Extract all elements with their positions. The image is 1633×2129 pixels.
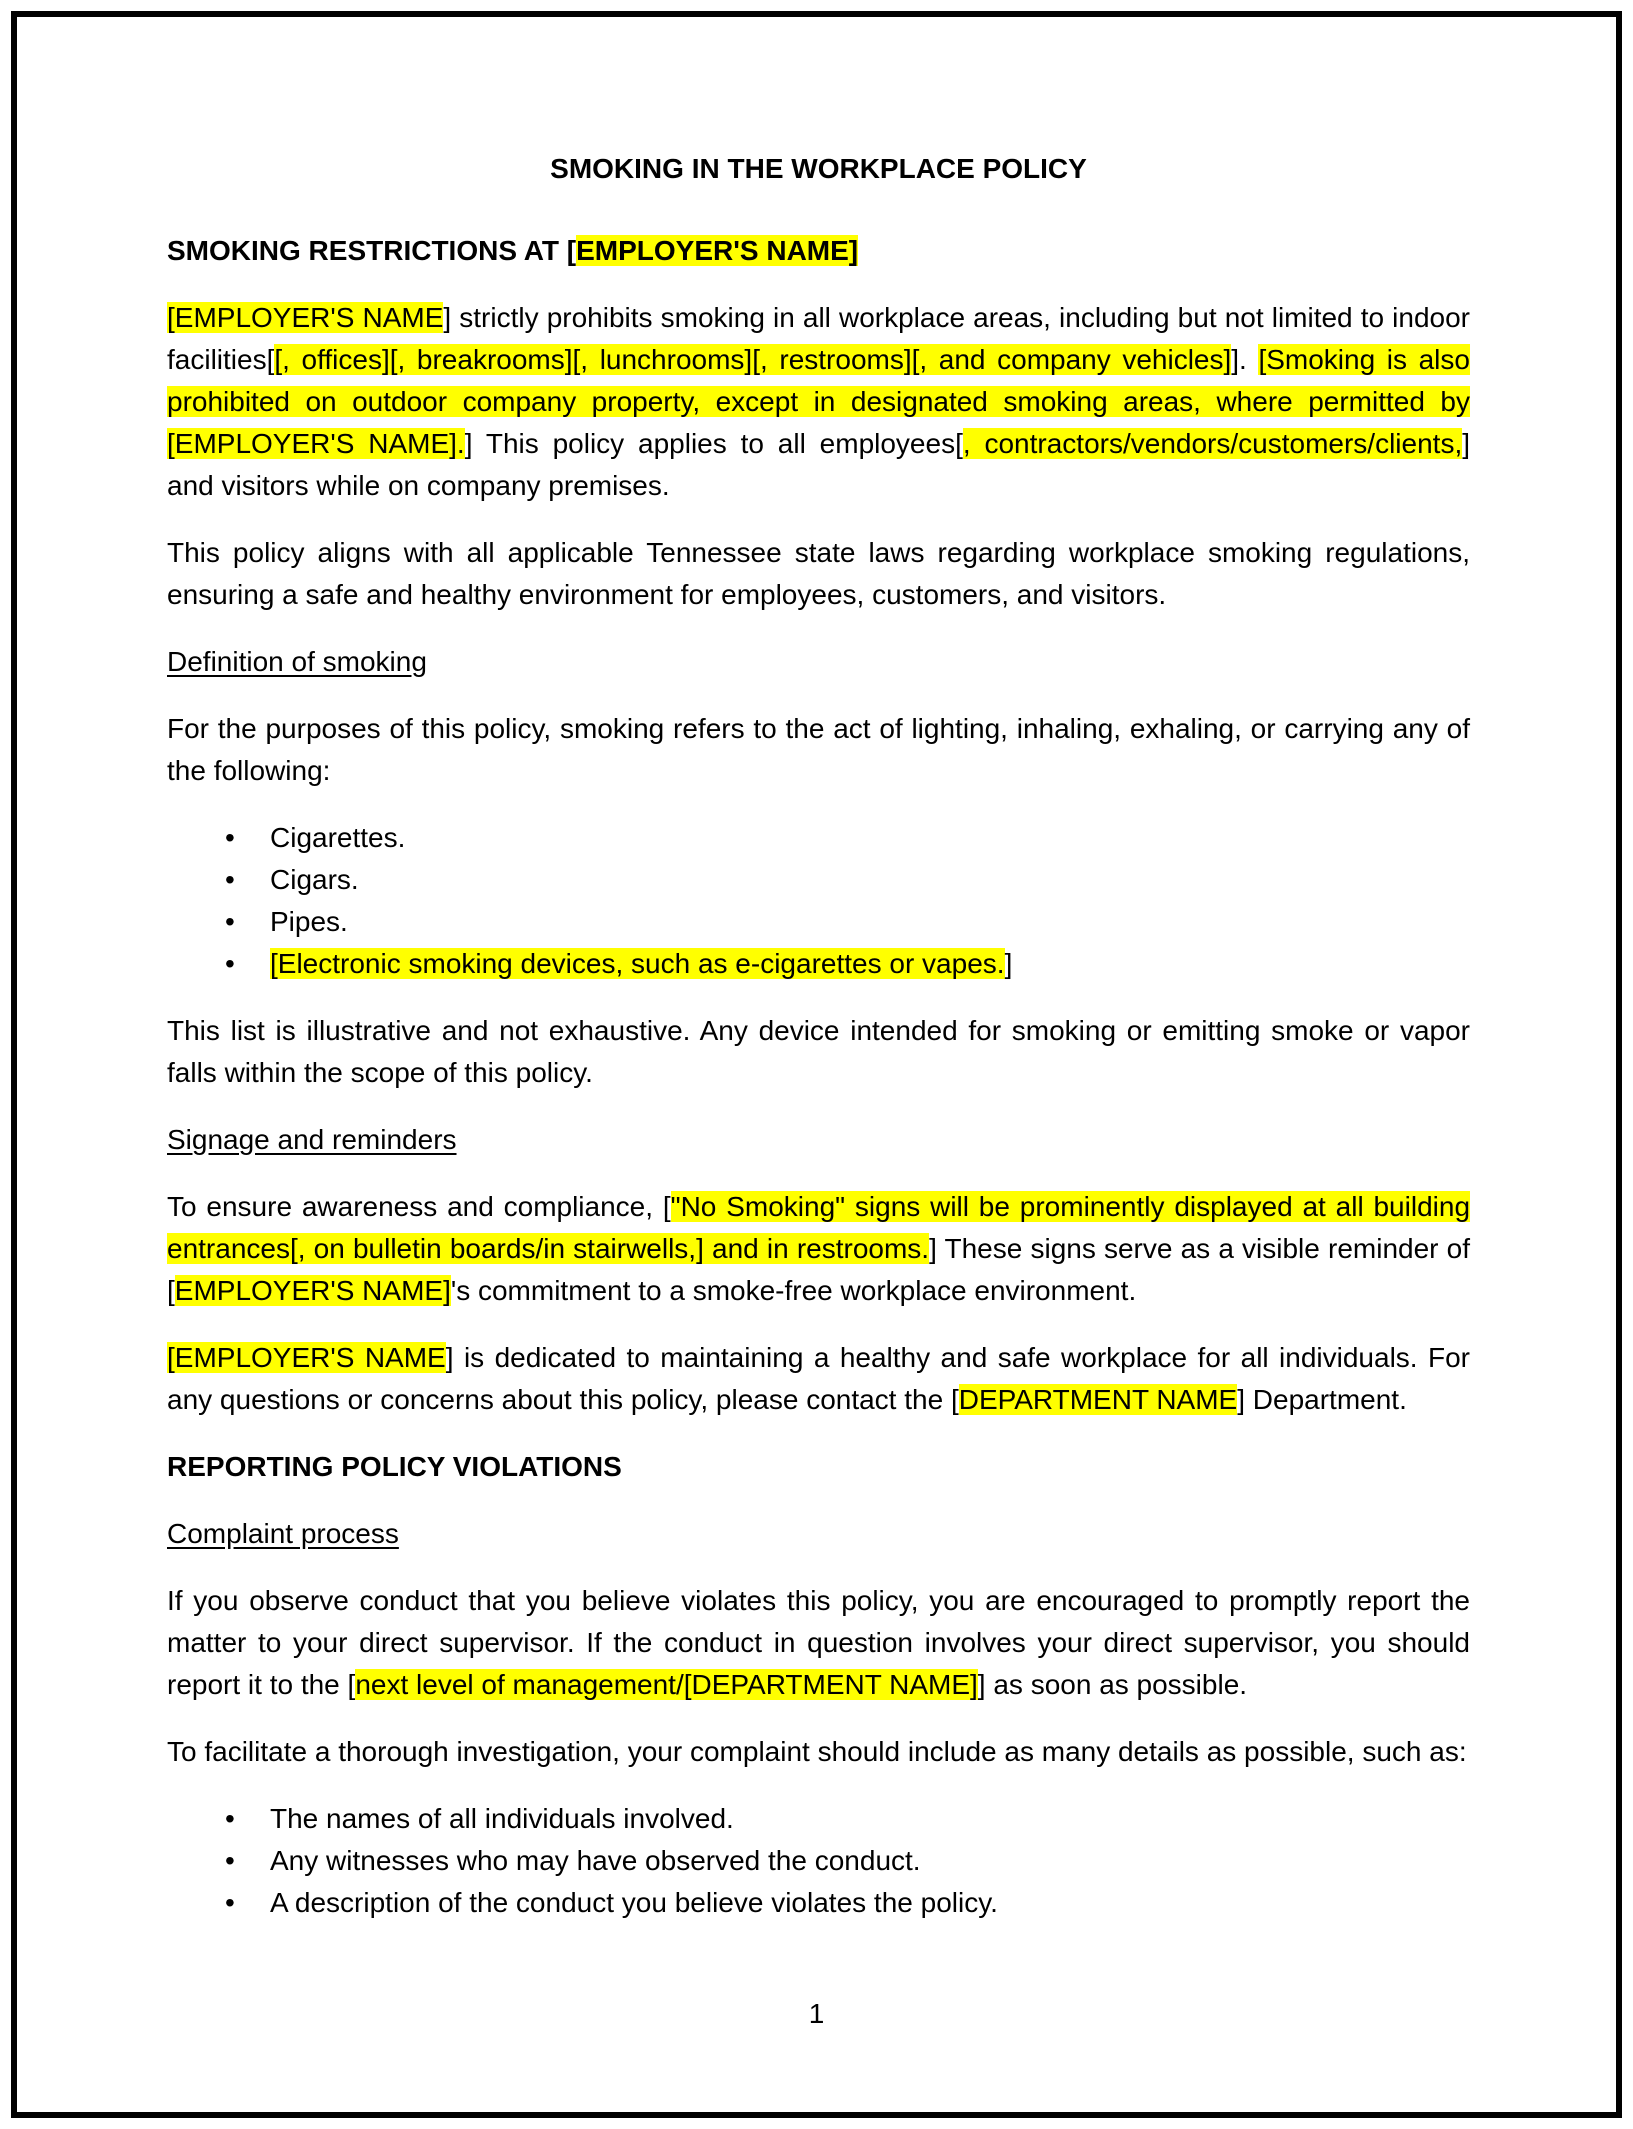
list-item bbox=[270, 859, 1470, 901]
highlighted-placeholder: [EMPLOYER'S NAME bbox=[167, 302, 444, 333]
subsection-heading bbox=[167, 1119, 1470, 1161]
text-run: REPORTING POLICY VIOLATIONS bbox=[167, 1451, 622, 1482]
text-run: ] These signs serve as a visible reminder of [ bbox=[167, 1233, 1470, 1306]
highlighted-placeholder: [Smoking is also prohibited on outdoor company property, except in designated smoking areas, where permitted by [EMPLOYER'S NAME]. bbox=[167, 344, 1470, 459]
paragraph bbox=[167, 1731, 1470, 1773]
text-run: For the purposes of this policy, smoking refers to the act of lighting, inhaling, exhaling, or carrying any of the following: bbox=[167, 713, 1470, 786]
highlighted-placeholder: [Electronic smoking devices, such as e-cigarettes or vapes. bbox=[270, 948, 1005, 979]
highlighted-placeholder: [EMPLOYER'S NAME bbox=[167, 1342, 446, 1373]
text-run: SMOKING RESTRICTIONS AT [ bbox=[167, 235, 577, 266]
text-run: ] as soon as possible. bbox=[977, 1669, 1248, 1700]
highlighted-placeholder: "No Smoking" signs will be prominently displayed at all building entrances[, on bulletin boards/in stairwells,] and in restrooms. bbox=[167, 1191, 1471, 1264]
paragraph bbox=[167, 1186, 1470, 1312]
highlighted-placeholder: , contractors/vendors/customers/clients, bbox=[962, 428, 1463, 459]
paragraph bbox=[167, 297, 1470, 507]
text-run: ] is dedicated to maintaining a healthy and safe workplace for all individuals. For any questions or concerns about this policy, please contact the [ bbox=[167, 1342, 1471, 1415]
highlighted-placeholder: next level of management/[DEPARTMENT NAME] bbox=[355, 1669, 978, 1700]
paragraph bbox=[167, 708, 1470, 792]
text-run: ] bbox=[1004, 948, 1013, 979]
text-run: Definition of smoking bbox=[167, 646, 427, 677]
text-run: This policy aligns with all applicable Tennessee state laws regarding workplace smoking regulations, ensuring a safe and healthy environment for employees, customers, and visitors. bbox=[167, 537, 1470, 610]
highlighted-placeholder: EMPLOYER'S NAME] bbox=[576, 235, 859, 266]
highlighted-placeholder: DEPARTMENT NAME bbox=[958, 1384, 1238, 1415]
list-item bbox=[270, 901, 1470, 943]
section-heading bbox=[167, 230, 1470, 272]
subsection-heading bbox=[167, 641, 1470, 683]
text-run: Complaint process bbox=[167, 1518, 399, 1549]
section-heading bbox=[167, 1446, 1470, 1488]
subsection-heading bbox=[167, 1513, 1470, 1555]
paragraph bbox=[167, 1580, 1470, 1706]
text-run: ]. bbox=[1231, 344, 1259, 375]
text-run: ] This policy applies to all employees[ bbox=[464, 428, 963, 459]
page-number: 1 bbox=[808, 1998, 825, 2029]
text-run: ] strictly prohibits smoking in all workplace areas, including but not limited to indoor facilities[ bbox=[167, 302, 1471, 375]
text-run: Signage and reminders bbox=[167, 1124, 457, 1155]
highlighted-placeholder: [, offices][, breakrooms][, lunchrooms][, restrooms][, and company vehicles] bbox=[274, 344, 1232, 375]
list-item bbox=[270, 1840, 1470, 1882]
document-body bbox=[167, 148, 1470, 1949]
text-run: Cigarettes. bbox=[270, 822, 406, 853]
bullet-list bbox=[167, 1798, 1470, 1924]
paragraph bbox=[167, 1337, 1470, 1421]
text-run: SMOKING IN THE WORKPLACE POLICY bbox=[550, 153, 1087, 184]
paragraph bbox=[167, 532, 1470, 616]
text-run: Pipes. bbox=[270, 906, 348, 937]
text-run: Any witnesses who may have observed the conduct. bbox=[270, 1845, 921, 1876]
list-item bbox=[270, 943, 1470, 985]
text-run: The names of all individuals involved. bbox=[270, 1803, 734, 1834]
text-run: To ensure awareness and compliance, [ bbox=[167, 1191, 671, 1222]
paragraph bbox=[167, 1010, 1470, 1094]
text-run: ] Department. bbox=[1237, 1384, 1407, 1415]
bullet-list bbox=[167, 817, 1470, 985]
document-title bbox=[167, 148, 1470, 190]
text-run: A description of the conduct you believe violates the policy. bbox=[270, 1887, 998, 1918]
text-run: If you observe conduct that you believe violates this policy, you are encouraged to promptly report the matter to your direct supervisor. If the conduct in question involves your direct supervisor, you should report it to the [ bbox=[167, 1585, 1470, 1700]
text-run: ] and visitors while on company premises. bbox=[167, 428, 1471, 501]
list-item bbox=[270, 817, 1470, 859]
list-item bbox=[270, 1798, 1470, 1840]
text-run: Cigars. bbox=[270, 864, 359, 895]
text-run: To facilitate a thorough investigation, your complaint should include as many details as possible, such as: bbox=[167, 1736, 1467, 1767]
text-run: This list is illustrative and not exhaustive. Any device intended for smoking or emitting smoke or vapor falls within the scope of this policy. bbox=[167, 1015, 1470, 1088]
highlighted-placeholder: EMPLOYER'S NAME] bbox=[174, 1275, 451, 1306]
text-run: 's commitment to a smoke-free workplace environment. bbox=[450, 1275, 1137, 1306]
list-item bbox=[270, 1882, 1470, 1924]
